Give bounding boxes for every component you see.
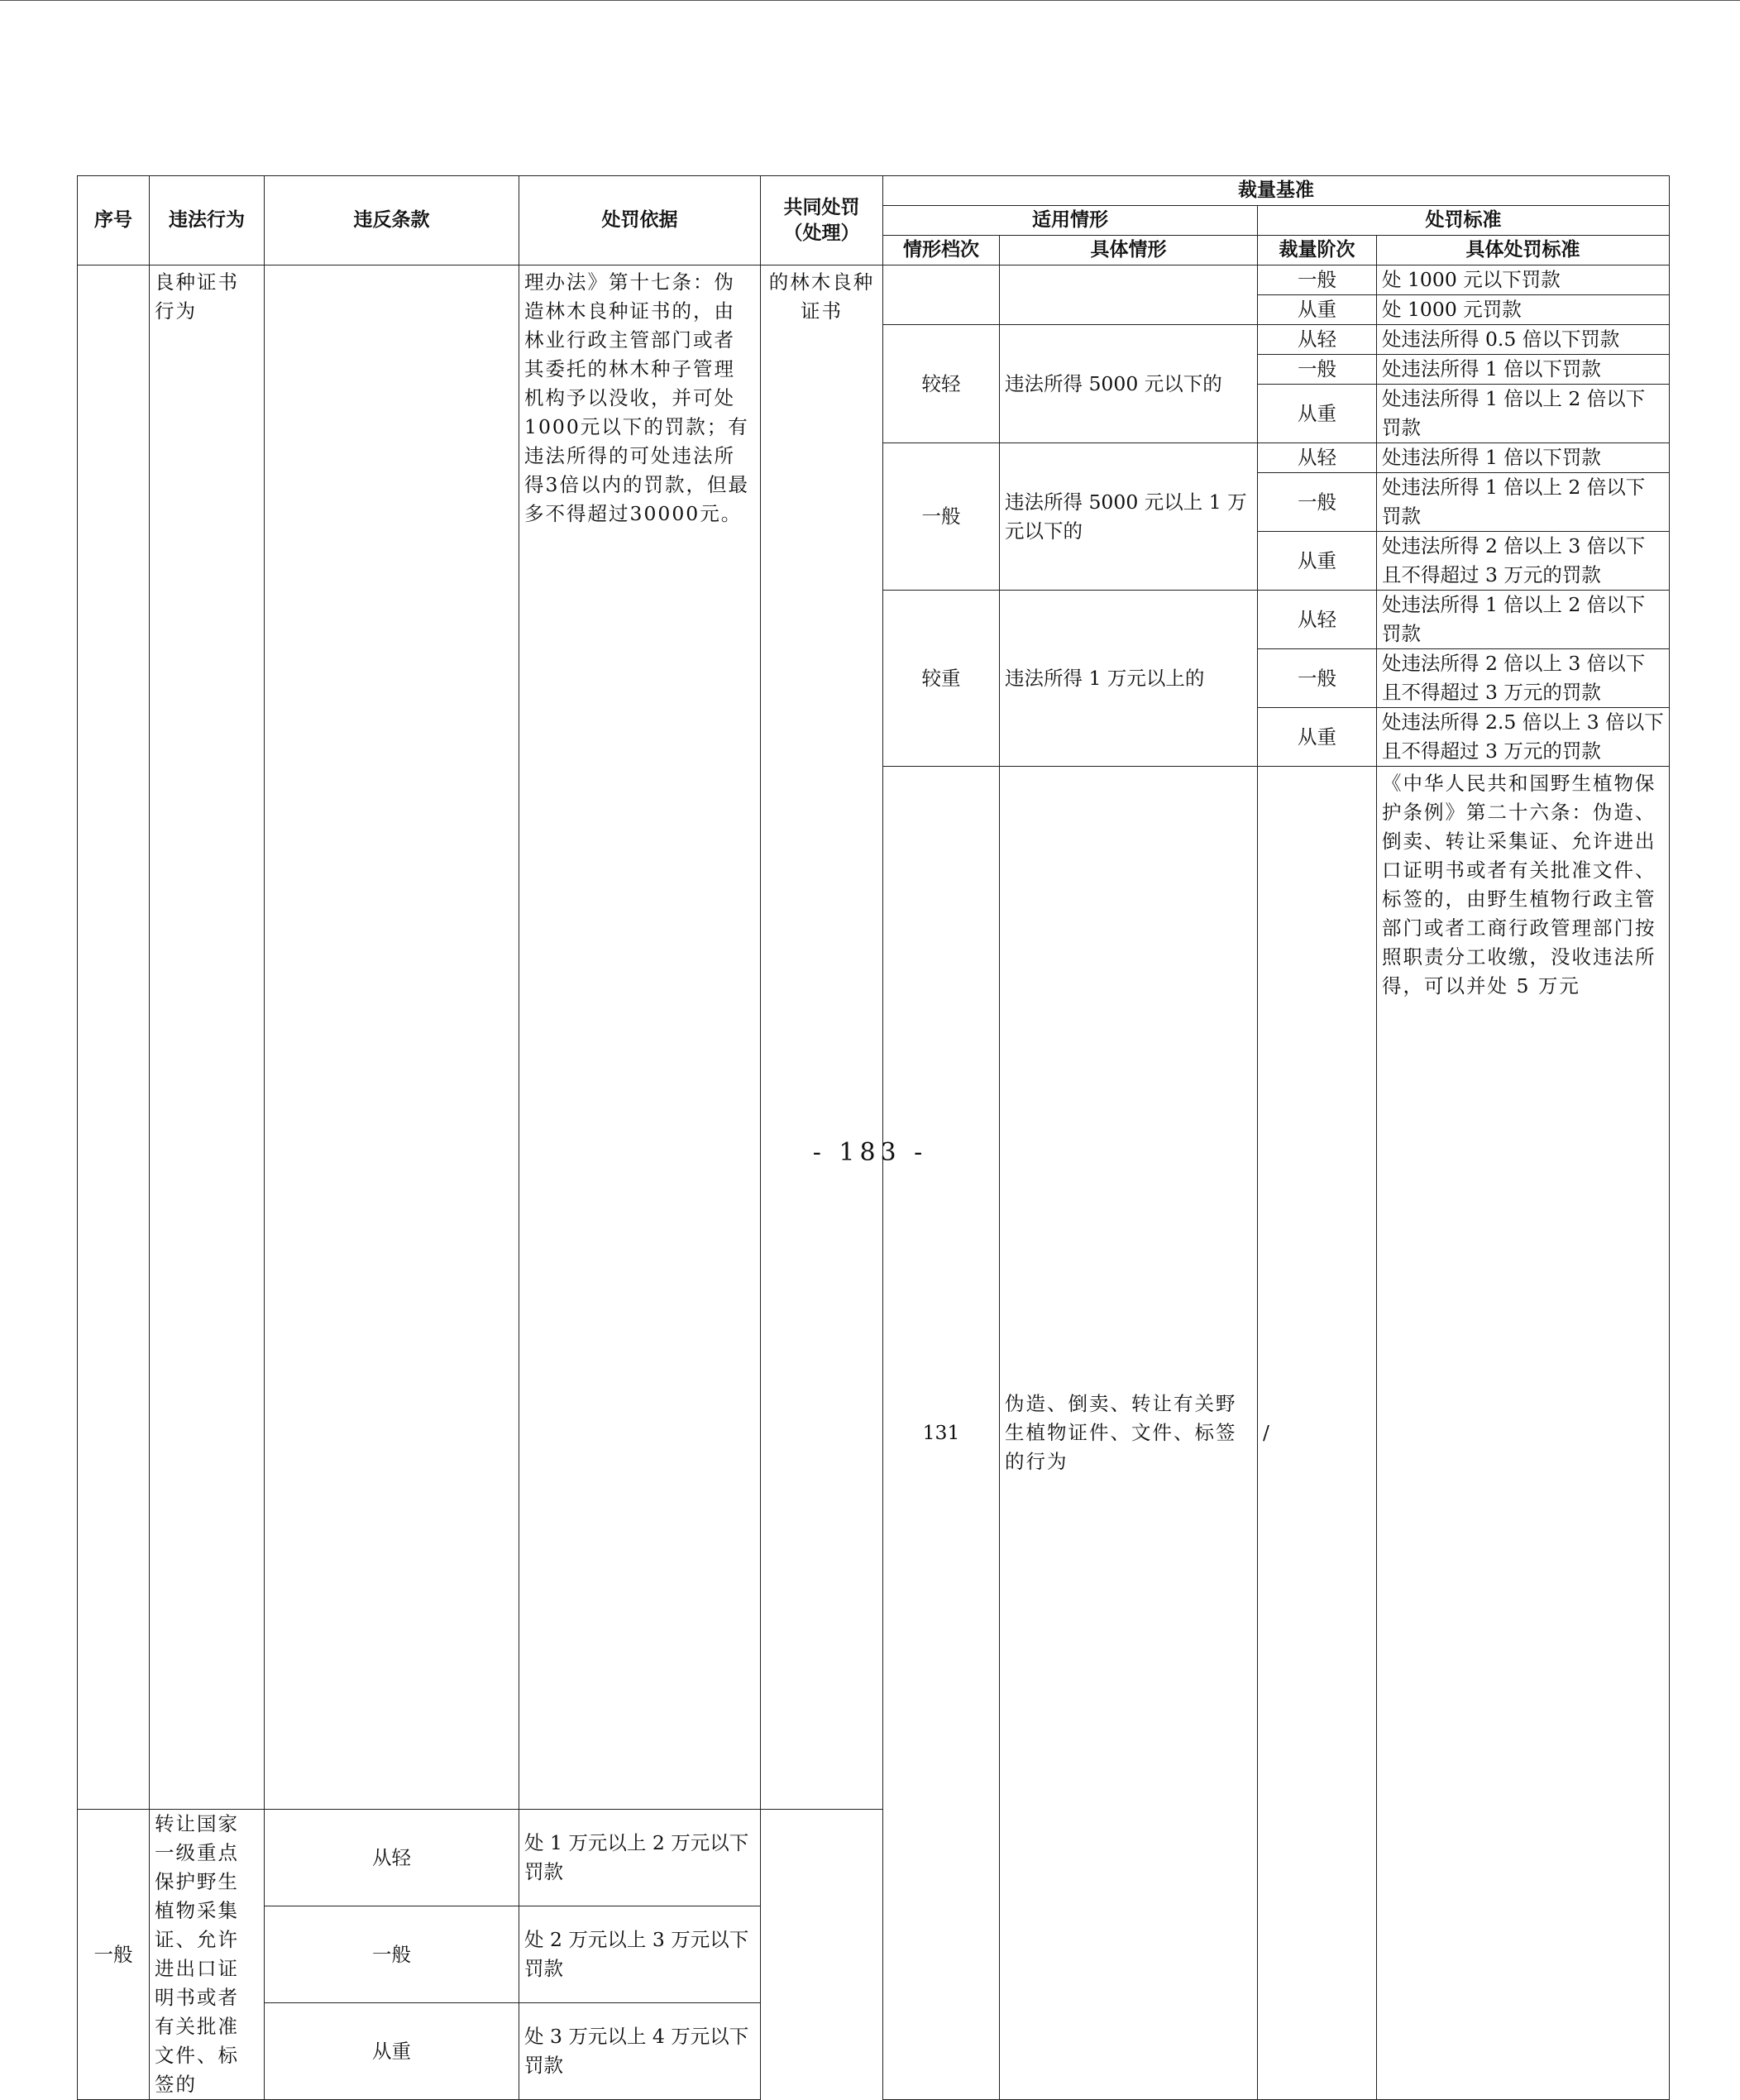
- seq-cell: [78, 265, 150, 1810]
- level-cell: 较重: [883, 591, 1000, 767]
- penalty-cell: 处违法所得 1 倍以下罚款: [1377, 355, 1670, 385]
- grade-cell: 一般: [1258, 355, 1377, 385]
- page-number: - 183 -: [812, 1138, 928, 1167]
- page-top-rule: [0, 0, 1740, 1]
- detail-cell: 违法所得 5000 元以下的: [1000, 325, 1258, 443]
- level-cell: 一般: [883, 443, 1000, 591]
- grade-cell: 从轻: [1258, 325, 1377, 355]
- grade-cell: 一般: [1258, 649, 1377, 708]
- detail-cell: [1000, 265, 1258, 325]
- seq-cell: 131: [883, 767, 1000, 2100]
- col-standard: 处罚标准: [1258, 206, 1670, 236]
- joint-cell: 的林木良种证书: [761, 265, 883, 1810]
- penalty-cell: 处违法所得 1 倍以上 2 倍以下罚款: [1377, 385, 1670, 443]
- clause-cell: [265, 265, 519, 1810]
- penalty-cell: 处 1000 元以下罚款: [1377, 265, 1670, 295]
- grade-cell: 从重: [1258, 532, 1377, 591]
- col-joint: 共同处罚（处理）: [761, 176, 883, 265]
- grade-cell: 一般: [1258, 473, 1377, 532]
- penalty-cell: 处违法所得 2 倍以上 3 倍以下且不得超过 3 万元的罚款: [1377, 532, 1670, 591]
- col-seq: 序号: [78, 176, 150, 265]
- level-cell: 较轻: [883, 325, 1000, 443]
- col-level: 情形档次: [883, 236, 1000, 265]
- penalty-cell: 处违法所得 2.5 倍以上 3 倍以下且不得超过 3 万元的罚款: [1377, 708, 1670, 767]
- col-clause: 违反条款: [265, 176, 519, 265]
- col-detail: 具体情形: [1000, 236, 1258, 265]
- detail-cell: 违法所得 5000 元以上 1 万元以下的: [1000, 443, 1258, 591]
- basis-cell: 《中华人民共和国野生植物保护条例》第二十六条：伪造、倒卖、转让采集证、允许进出口证明书或者有关批准文件、标签的，由野生植物行政主管部门或者工商行政管理部门按照职责分工收缴，没收违法所得，可以并处 5 万元: [1377, 767, 1670, 2100]
- detail-cell: 违法所得 1 万元以上的: [1000, 591, 1258, 767]
- grade-cell: 一般: [265, 1906, 519, 2003]
- col-penalty: 具体处罚标准: [1377, 236, 1670, 265]
- table-header: [78, 176, 1670, 265]
- grade-cell: 从轻: [265, 1810, 519, 1906]
- behavior-cell: 伪造、倒卖、转让有关野生植物证件、文件、标签的行为: [1000, 767, 1258, 2100]
- level-cell: 一般: [78, 1810, 150, 2100]
- penalty-cell: 处违法所得 1 倍以下罚款: [1377, 443, 1670, 473]
- grade-cell: 从重: [1258, 385, 1377, 443]
- grade-cell: 从重: [1258, 708, 1377, 767]
- grade-cell: 从轻: [1258, 443, 1377, 473]
- penalty-cell: 处 1000 元罚款: [1377, 295, 1670, 325]
- clause-cell: /: [1258, 767, 1377, 2100]
- grade-cell: 从轻: [1258, 591, 1377, 649]
- penalty-cell: 处 1 万元以上 2 万元以下罚款: [519, 1810, 761, 1906]
- col-situation: 适用情形: [883, 206, 1258, 236]
- penalty-cell: 处违法所得 0.5 倍以下罚款: [1377, 325, 1670, 355]
- penalty-cell: 处违法所得 1 倍以上 2 倍以下罚款: [1377, 591, 1670, 649]
- col-basis: 处罚依据: [519, 176, 761, 265]
- penalty-cell: 处 3 万元以上 4 万元以下罚款: [519, 2003, 761, 2100]
- col-discretion: 裁量基准: [883, 176, 1670, 206]
- detail-cell: 转让国家一级重点保护野生植物采集证、允许进出口证明书或者有关批准文件、标签的: [150, 1810, 265, 2100]
- level-cell: [883, 265, 1000, 325]
- table-row: [78, 265, 1670, 295]
- grade-cell: 从重: [265, 2003, 519, 2100]
- col-behavior: 违法行为: [150, 176, 265, 265]
- col-grade: 裁量阶次: [1258, 236, 1377, 265]
- penalty-cell: 处 2 万元以上 3 万元以下罚款: [519, 1906, 761, 2003]
- penalty-cell: 处违法所得 1 倍以上 2 倍以下罚款: [1377, 473, 1670, 532]
- grade-cell: 从重: [1258, 295, 1377, 325]
- behavior-cell: 良种证书行为: [150, 265, 265, 1810]
- grade-cell: 一般: [1258, 265, 1377, 295]
- penalty-cell: 处违法所得 2 倍以上 3 倍以下且不得超过 3 万元的罚款: [1377, 649, 1670, 708]
- basis-cell: 理办法》第十七条：伪造林木良种证书的，由林业行政主管部门或者其委托的林木种子管理机构予以没收，并可处1000元以下的罚款；有违法所得的可处违法所得3倍以内的罚款，但最多不得超过30000元。: [519, 265, 761, 1810]
